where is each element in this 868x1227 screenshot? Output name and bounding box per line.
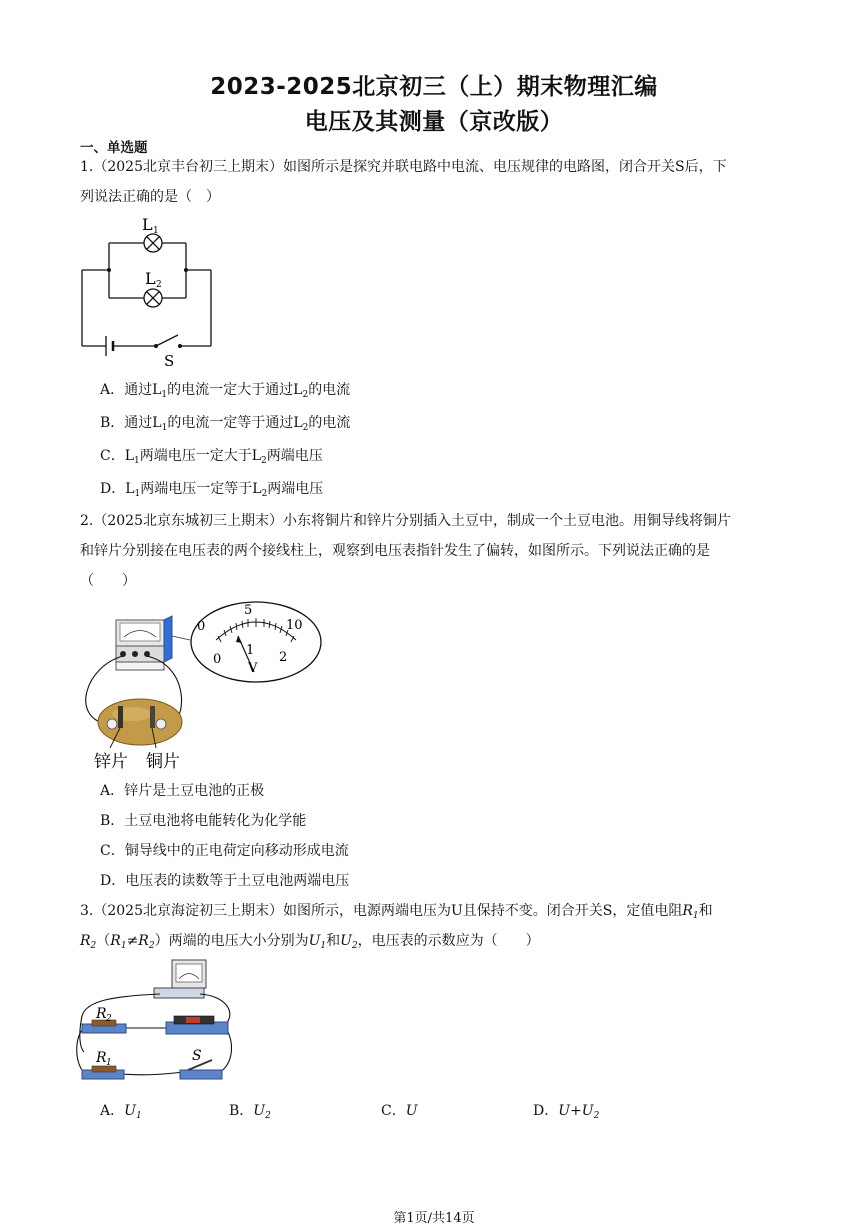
q2-option-d[interactable]: D．电压表的读数等于土豆电池两端电压 bbox=[100, 873, 350, 889]
q1-circuit-diagram bbox=[76, 208, 226, 368]
label-copper: 铜片 bbox=[146, 752, 180, 772]
q2-option-a[interactable]: A．锌片是土豆电池的正极 bbox=[100, 783, 265, 799]
q3-option-a[interactable]: A．$U_1$ bbox=[100, 1103, 142, 1121]
dial-label-0-top: 0 bbox=[197, 619, 206, 634]
q1-option-d[interactable]: D．$L_1$两端电压一定等于$L_2$两端电压 bbox=[100, 481, 324, 499]
dial-label-5: 5 bbox=[244, 603, 253, 618]
q2-option-b[interactable]: B．土豆电池将电能转化为化学能 bbox=[100, 813, 307, 829]
q1-option-a[interactable]: A．通过$L_1$的电流一定大于通过$L_2$的电流 bbox=[100, 382, 351, 400]
q3-circuit-figure bbox=[76, 956, 236, 1090]
q2-option-c[interactable]: C．铜导线中的正电荷定向移动形成电流 bbox=[100, 843, 349, 859]
label-l1: L bbox=[142, 215, 153, 234]
copper-plate bbox=[150, 706, 155, 728]
label-s: S bbox=[192, 1048, 202, 1064]
label-r2: R bbox=[96, 1006, 107, 1022]
dial-label-v: V bbox=[248, 661, 258, 676]
label-s: S bbox=[164, 352, 175, 368]
dial-label-0-bottom: 0 bbox=[213, 652, 222, 667]
q3-option-c[interactable]: C．U bbox=[381, 1103, 418, 1119]
label-r1-sub: 1 bbox=[106, 1058, 112, 1068]
q1-stem-line2: 列说法正确的是（ ） bbox=[80, 189, 220, 205]
switch-lever bbox=[156, 335, 178, 346]
voltmeter-dial-magnified bbox=[191, 602, 321, 682]
label-r1: R bbox=[96, 1050, 107, 1066]
label-l2-sub: 2 bbox=[156, 280, 162, 290]
label-l2: L bbox=[145, 269, 156, 288]
q2-potato-battery-figure bbox=[76, 596, 326, 774]
q2-stem-line1: 2.（2025北京东城初三上期末）小东将铜片和锌片分别插入土豆中，制成一个土豆电池。用铜导线将铜片 bbox=[80, 513, 731, 529]
q3-option-b[interactable]: B．$U_2$ bbox=[229, 1103, 271, 1121]
q2-stem-line2: 和锌片分别接在电压表的两个接线柱上，观察到电压表指针发生了偏转，如图所示。下列说法正确的是 bbox=[80, 543, 710, 559]
q1-option-b[interactable]: B．通过$L_1$的电流一定等于通过$L_2$的电流 bbox=[100, 415, 351, 433]
dial-label-10: 10 bbox=[286, 618, 303, 633]
page-footer: 第1页/共14页 bbox=[393, 1211, 475, 1226]
q1-stem-line1: 1.（2025北京丰台初三上期末）如图所示是探究并联电路中电流、电压规律的电路图，闭合开关S后，下 bbox=[80, 159, 727, 175]
section-heading: 一、单选题 bbox=[80, 140, 148, 156]
voltmeter-device bbox=[116, 616, 172, 670]
q3-stem-line2: $R_2(R_1\ne R_2)$两端的电压大小分别为$U_1$和$U_2$，电压表的示数应为（ ） bbox=[80, 933, 540, 951]
label-r2-sub: 2 bbox=[106, 1014, 112, 1024]
document-title-line2: 电压及其测量（京改版） bbox=[304, 109, 564, 135]
voltmeter-device bbox=[154, 960, 206, 998]
q3-stem-line1: 3.（2025北京海淀初三上期末）如图所示，电源两端电压为U且保持不变。闭合开关S，定值电阻$R_1$和 bbox=[80, 903, 713, 921]
q1-option-c[interactable]: C．$L_1$两端电压一定大于$L_2$两端电压 bbox=[100, 448, 323, 466]
switch-base bbox=[180, 1070, 222, 1079]
dial-label-2: 2 bbox=[279, 650, 288, 665]
dial-label-1: 1 bbox=[246, 643, 255, 658]
q3-option-d[interactable]: D．$U+U_2$ bbox=[533, 1103, 600, 1121]
document-title-line1: 2023-2025北京初三（上）期末物理汇编 bbox=[210, 74, 658, 100]
label-zinc: 锌片 bbox=[94, 752, 128, 772]
label-l1-sub: 1 bbox=[153, 226, 159, 236]
q2-stem-line3: （ ） bbox=[80, 573, 136, 589]
zinc-plate bbox=[118, 706, 123, 728]
